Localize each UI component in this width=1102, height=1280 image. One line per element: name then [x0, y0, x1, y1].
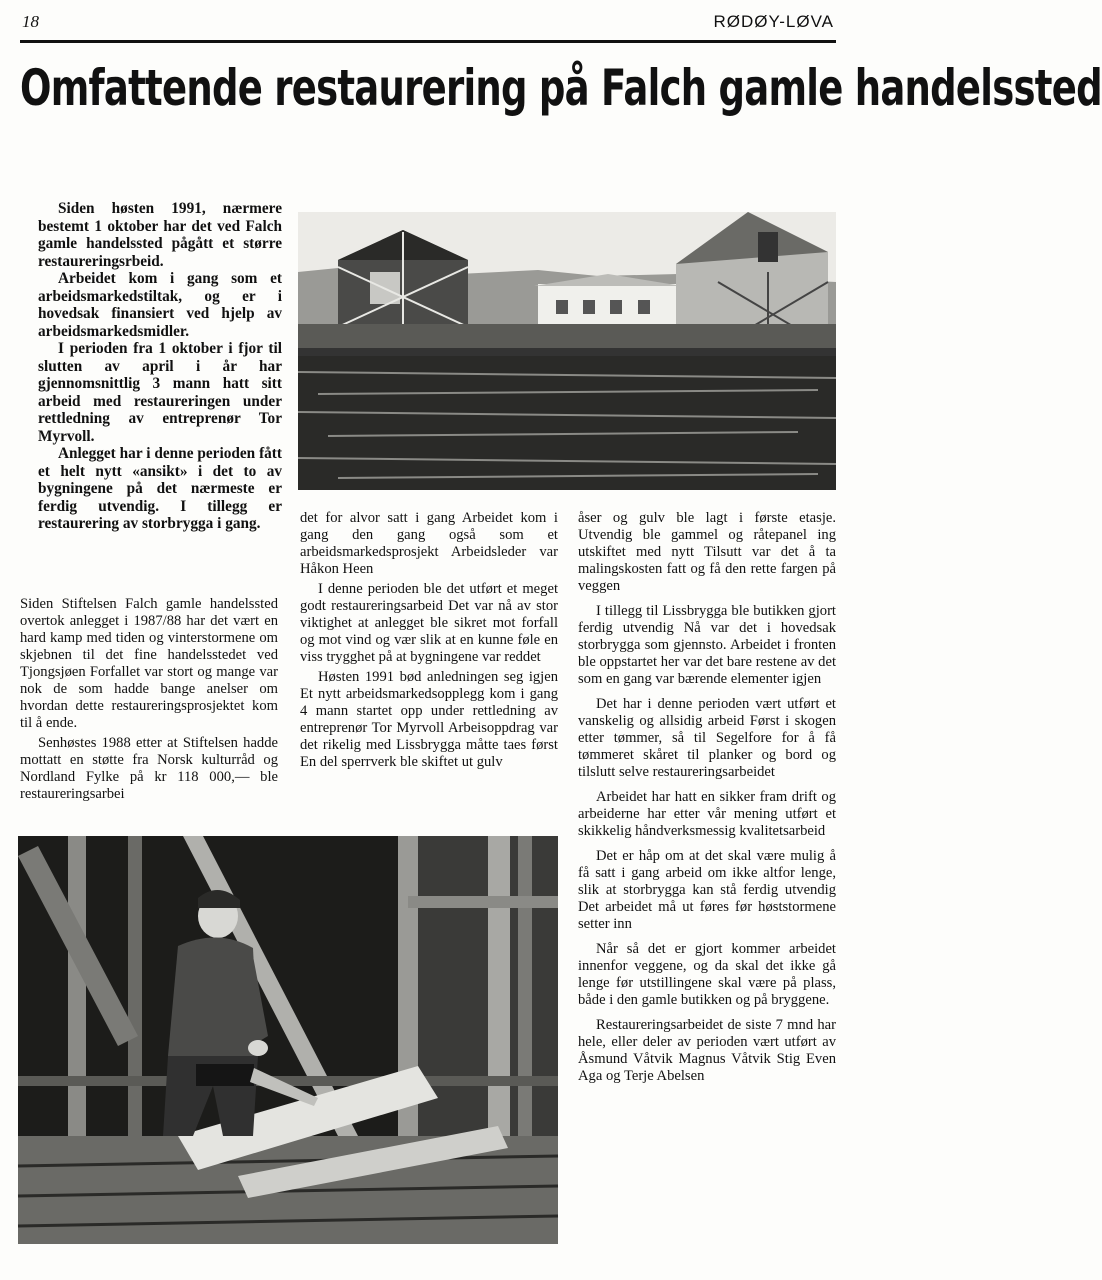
lead-paragraph: Arbeidet kom i gang som et arbeidsmarkedstiltak, og er i hovedsak finansiert ved hjelp av arbeidsmarkedsmidler.	[38, 270, 282, 340]
article-column-3	[578, 510, 836, 1093]
body-paragraph: Siden Stiftelsen Falch gamle handelssted overtok anlegget i 1987/88 har det vært en hard kamp med tiden og vinterstormene om skjebnen til det fine handelsstedet ved Tjongsjøen Forfallet var stort og mange var nok de som hadde bange anelser om hvordan dette restaureringsprosjektet kom til å ende.	[20, 596, 278, 731]
body-paragraph: Arbeidet har hatt en sikker fram drift og arbeiderne har etter vår mening utført et skikkelig håndverksmessig kvalitetsarbeid	[578, 789, 836, 839]
lead-paragraphs	[38, 200, 282, 533]
body-paragraph: Når så det er gjort kommer arbeidet innenfor veggene, og da skal det ikke gå lenge før utstillingene skal være på plass, både i den gamle butikken og på bryggene.	[578, 941, 836, 1008]
lead-paragraph: Siden høsten 1991, nærmere bestemt 1 oktober har det ved Falch gamle handelssted pågått et større restaureringsrbeid.	[38, 200, 282, 270]
article-column-1	[20, 596, 278, 806]
body-paragraph: åser og gulv ble lagt i første etasje. Utvendig ble gammel og råtepanel ing utskiftet med nytt Tilsutt var det å ta malingskosten fatt og få den rette fargen på veggen	[578, 510, 836, 594]
lead-paragraph: Anlegget har i denne perioden fått et helt nytt «ansikt» i det to av bygningene på det nærmeste er ferdig utvendig. I tillegg er restaurering av storbrygga i gang.	[38, 445, 282, 532]
masthead: RØDØY-LØVA	[713, 12, 834, 31]
body-paragraph: Det er håp om at det skal være mulig å få satt i gang arbeid om ikke altfor lenge, slik at storbrygga kan stå ferdig utvendig Det arbeidet må ut føres før høststormene setter inn	[578, 848, 836, 932]
body-paragraph: Det har i denne perioden vært utført et vanskelig og allsidig arbeid Først i skogen etter tømmer, så til Segelfore for å få tømmeret skåret til planker og bord og tilslutt selve restaureringsarbeidet	[578, 696, 836, 780]
body-paragraph: Senhøstes 1988 etter at Stiftelsen hadde mottatt en støtte fra Norsk kulturråd og Nordland Fylke på kr 118 000,— ble restaureringsarbei	[20, 735, 278, 802]
photo-worker-sawing	[18, 836, 558, 1244]
header-rule	[20, 40, 836, 43]
photo-harbour-buildings	[298, 212, 836, 490]
headline: Omfattende restaurering på Falch gamle handelssted	[20, 59, 1102, 117]
body-paragraph: det for alvor satt i gang Arbeidet kom i gang den gang også som et arbeidsmarkedsprosjekt Arbeidsleder var Håkon Heen	[300, 510, 558, 577]
body-paragraph: I tillegg til Lissbrygga ble butikken gjort ferdig utvendig Nå var det i hovedsak storbrygga som gjennsto. Arbeidet i fronten ble oppstartet her var det bare restene av det som en gang var bærende elementer igjen	[578, 603, 836, 687]
body-paragraph: Restaureringsarbeidet de siste 7 mnd har hele, eller deler av perioden vært utført av Åsmund Våtvik Magnus Våtvik Stig Even Aga og Terje Abelsen	[578, 1017, 836, 1084]
article-column-2	[300, 510, 558, 774]
page-number: 18	[22, 12, 39, 31]
lead-paragraph: I perioden fra 1 oktober i fjor til slutten av april i år har gjennomsnittlig 3 mann hatt sitt arbeid med restaureringen under rettledning av entreprenør Tor Myrvoll.	[38, 340, 282, 445]
body-paragraph: I denne perioden ble det utført et meget godt restaureringsarbeid Det var nå av stor viktighet at anlegget ble sikret mot forfall og mot vind og vær slik at en kunne føle en viss trygghet på at bygningene var reddet	[300, 581, 558, 665]
body-paragraph: Høsten 1991 bød anledningen seg igjen Et nytt arbeidsmarkedsopplegg kom i gang 4 mann startet opp under rettledning av entreprenør Tor Myrvoll Arbeisoppdrag var det rikelig med Lissbrygga måtte taes først En del sperrverk ble skiftet ut gulv	[300, 669, 558, 770]
